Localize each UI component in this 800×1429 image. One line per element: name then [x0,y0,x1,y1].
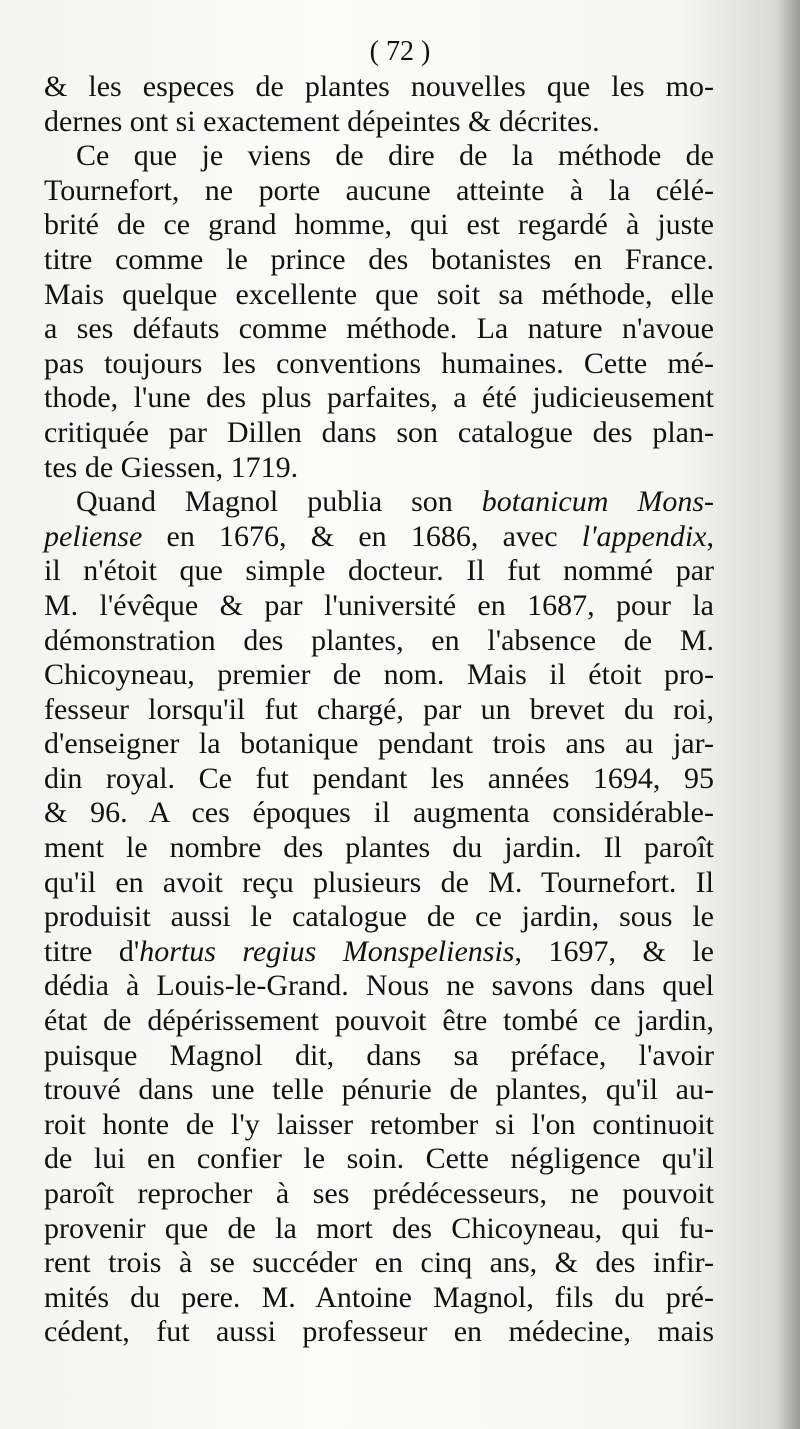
text-run: & 96. A ces époques il augmenta considérable- [44,796,714,830]
text-line [44,1108,714,1143]
text-run: & les especes de plantes nouvelles que les mo- [44,70,714,103]
text-run: état de dépérissement pouvoit être tombé ce jardin, [44,1004,714,1038]
text-run: dédia à Louis-le-Grand. Nous ne savons dans quel [44,969,714,1003]
text-line [44,1246,714,1281]
text-run: pas toujours les conventions humaines. Cette mé- [44,346,714,380]
text-run: Chicoyneau, premier de nom. Mais il étoit pro- [44,658,714,692]
text-line [44,624,714,659]
text-run: Quand Magnol publia son [76,485,482,519]
text-line [44,105,714,140]
text-line [44,278,714,313]
text-line [44,485,714,520]
text-run: din royal. Ce fut pendant les années 1694, 95 [44,761,714,795]
italic-text: l'appendix [581,519,707,553]
body-text [44,70,714,1350]
text-run: brité de ce grand homme, qui est regardé à juste [44,208,714,242]
text-line [44,1281,714,1316]
text-line [44,935,714,970]
text-run: Tournefort, ne porte aucune atteinte à la célé- [44,173,714,207]
text-line [44,1073,714,1108]
text-run: produisit aussi le catalogue de ce jardin, sous le [44,900,714,934]
text-run: a ses défauts comme méthode. La nature n'avoue [44,312,714,346]
text-run: qu'il en avoit reçu plusieurs de M. Tournefort. Il [44,865,714,899]
text-line [44,866,714,901]
text-run: Mais quelque excellente que soit sa méthode, elle [44,277,714,311]
text-line [44,208,714,243]
text-line [44,727,714,762]
text-run: trouvé dans une telle pénurie de plantes, qu'il au- [44,1073,714,1107]
text-line [44,554,714,589]
text-run: M. l'évêque & par l'université en 1687, pour la [44,588,714,622]
text-line [44,451,714,486]
text-line [44,796,714,831]
text-run: , 1697, & le [514,934,714,968]
italic-text: hortus regius Monspeliensis [139,934,515,968]
text-line [44,693,714,728]
text-line [44,900,714,935]
text-run: dernes ont si exactement dépeintes & décrites. [44,104,600,138]
text-run: titre comme le prince des botanistes en France. [44,242,714,276]
text-run: cédent, fut aussi professeur en médecine, mais [44,1315,714,1349]
text-run: en 1676, & en 1686, avec [142,519,582,553]
text-run: tes de Giessen, 1719. [44,450,299,484]
text-line [44,1177,714,1212]
text-run: critiquée par Dillen dans son catalogue des plan- [44,415,714,449]
text-run: il n'étoit que simple docteur. Il fut nommé par [44,554,714,588]
text-line [44,243,714,278]
text-run: rent trois à se succéder en cinq ans, & des infir- [44,1246,714,1280]
text-line [44,347,714,382]
text-run: Ce que je viens de dire de la méthode de [76,139,714,173]
text-run: provenir que de la mort des Chicoyneau, qui fu- [44,1211,714,1245]
text-run: paroît reprocher à ses prédécesseurs, ne pouvoit [44,1177,714,1210]
text-line [44,70,714,105]
text-line [44,520,714,555]
text-line [44,139,714,174]
italic-text: botanicum Mons- [481,485,714,519]
text-line [44,381,714,416]
text-run: démonstration des plantes, en l'absence de M. [44,623,714,657]
text-run: fesseur lorsqu'il fut chargé, par un brevet du roi, [44,692,714,726]
text-line [44,1039,714,1074]
text-line [44,1142,714,1177]
text-line [44,969,714,1004]
text-line [44,174,714,209]
text-run: d'enseigner la botanique pendant trois ans au jar- [44,727,714,761]
text-run: roit honte de l'y laisser retomber si l'on continuoit [44,1107,714,1141]
text-run: thode, l'une des plus parfaites, a été judicieusement [44,381,714,415]
page-number: ( 72 ) [369,36,431,67]
italic-text: peliense [44,519,143,553]
text-run: titre d' [44,934,140,968]
text-line [44,312,714,347]
text-run: puisque Magnol dit, dans sa préface, l'avoir [44,1038,714,1072]
text-line [44,658,714,693]
text-run: ment le nombre des plantes du jardin. Il paroît [44,831,714,865]
text-line [44,589,714,624]
text-run: de lui en confier le soin. Cette négligence qu'il [44,1142,714,1176]
text-run: mités du pere. M. Antoine Magnol, fils du pré- [44,1280,714,1314]
text-line [44,831,714,866]
text-line [44,1315,714,1350]
text-line [44,416,714,451]
text-run: , [706,519,714,553]
text-line [44,1212,714,1247]
text-line [44,1004,714,1039]
text-line [44,762,714,797]
